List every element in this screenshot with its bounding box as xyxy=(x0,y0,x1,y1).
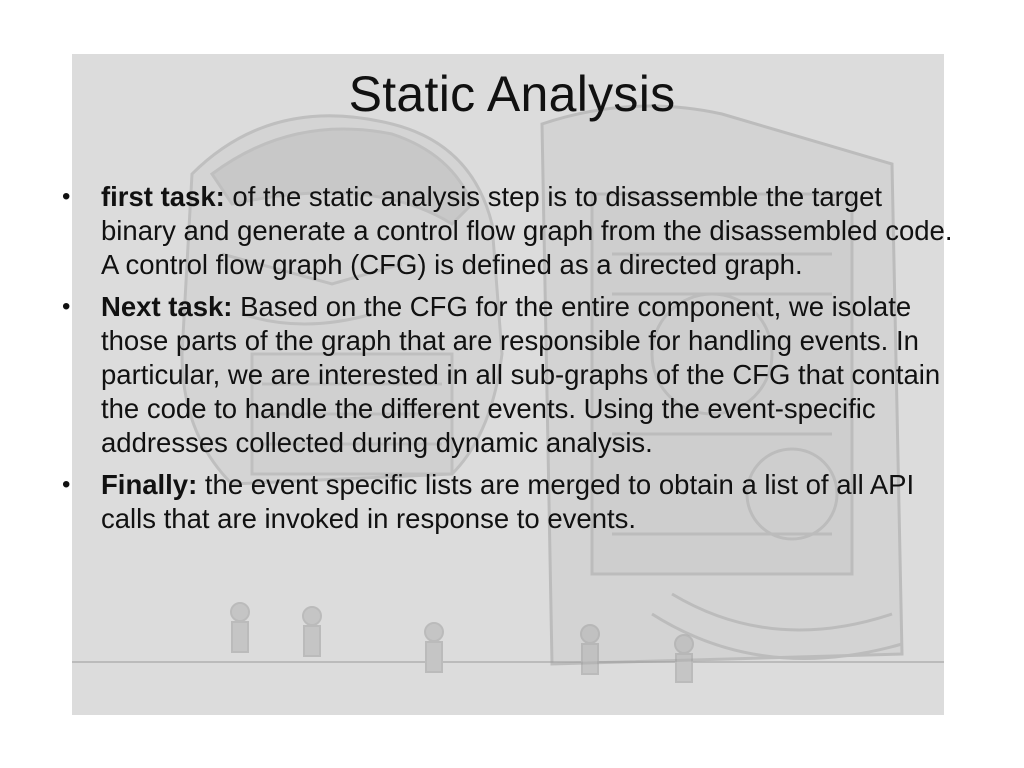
bullet-list xyxy=(62,180,962,544)
bullet-item xyxy=(62,468,962,536)
slide-title: Static Analysis xyxy=(348,66,676,122)
bullet-lead: first task: xyxy=(101,181,225,212)
bullet-item xyxy=(62,290,962,460)
bullet-marker: • xyxy=(62,471,71,498)
bullet-item xyxy=(62,180,962,282)
bullet-text: of the static analysis step is to disassemble the target binary and generate a control flow graph from the disassembled code. A control flow graph (CFG) is defined as a directed graph. xyxy=(101,181,953,280)
bullet-lead: Next task: xyxy=(101,291,233,322)
bullet-marker: • xyxy=(62,183,71,210)
bullet-text: the event specific lists are merged to obtain a list of all API calls that are invoked in response to events. xyxy=(101,469,915,534)
bullet-text: Based on the CFG for the entire component, we isolate those parts of the graph that are responsible for handling events. In particular, we are interested in all sub-graphs of the CFG that contain the code to handle the different events. Using the event-specific addresses collected during dynamic analysis. xyxy=(101,291,941,458)
bullet-lead: Finally: xyxy=(101,469,198,500)
bullet-marker: • xyxy=(62,293,71,320)
